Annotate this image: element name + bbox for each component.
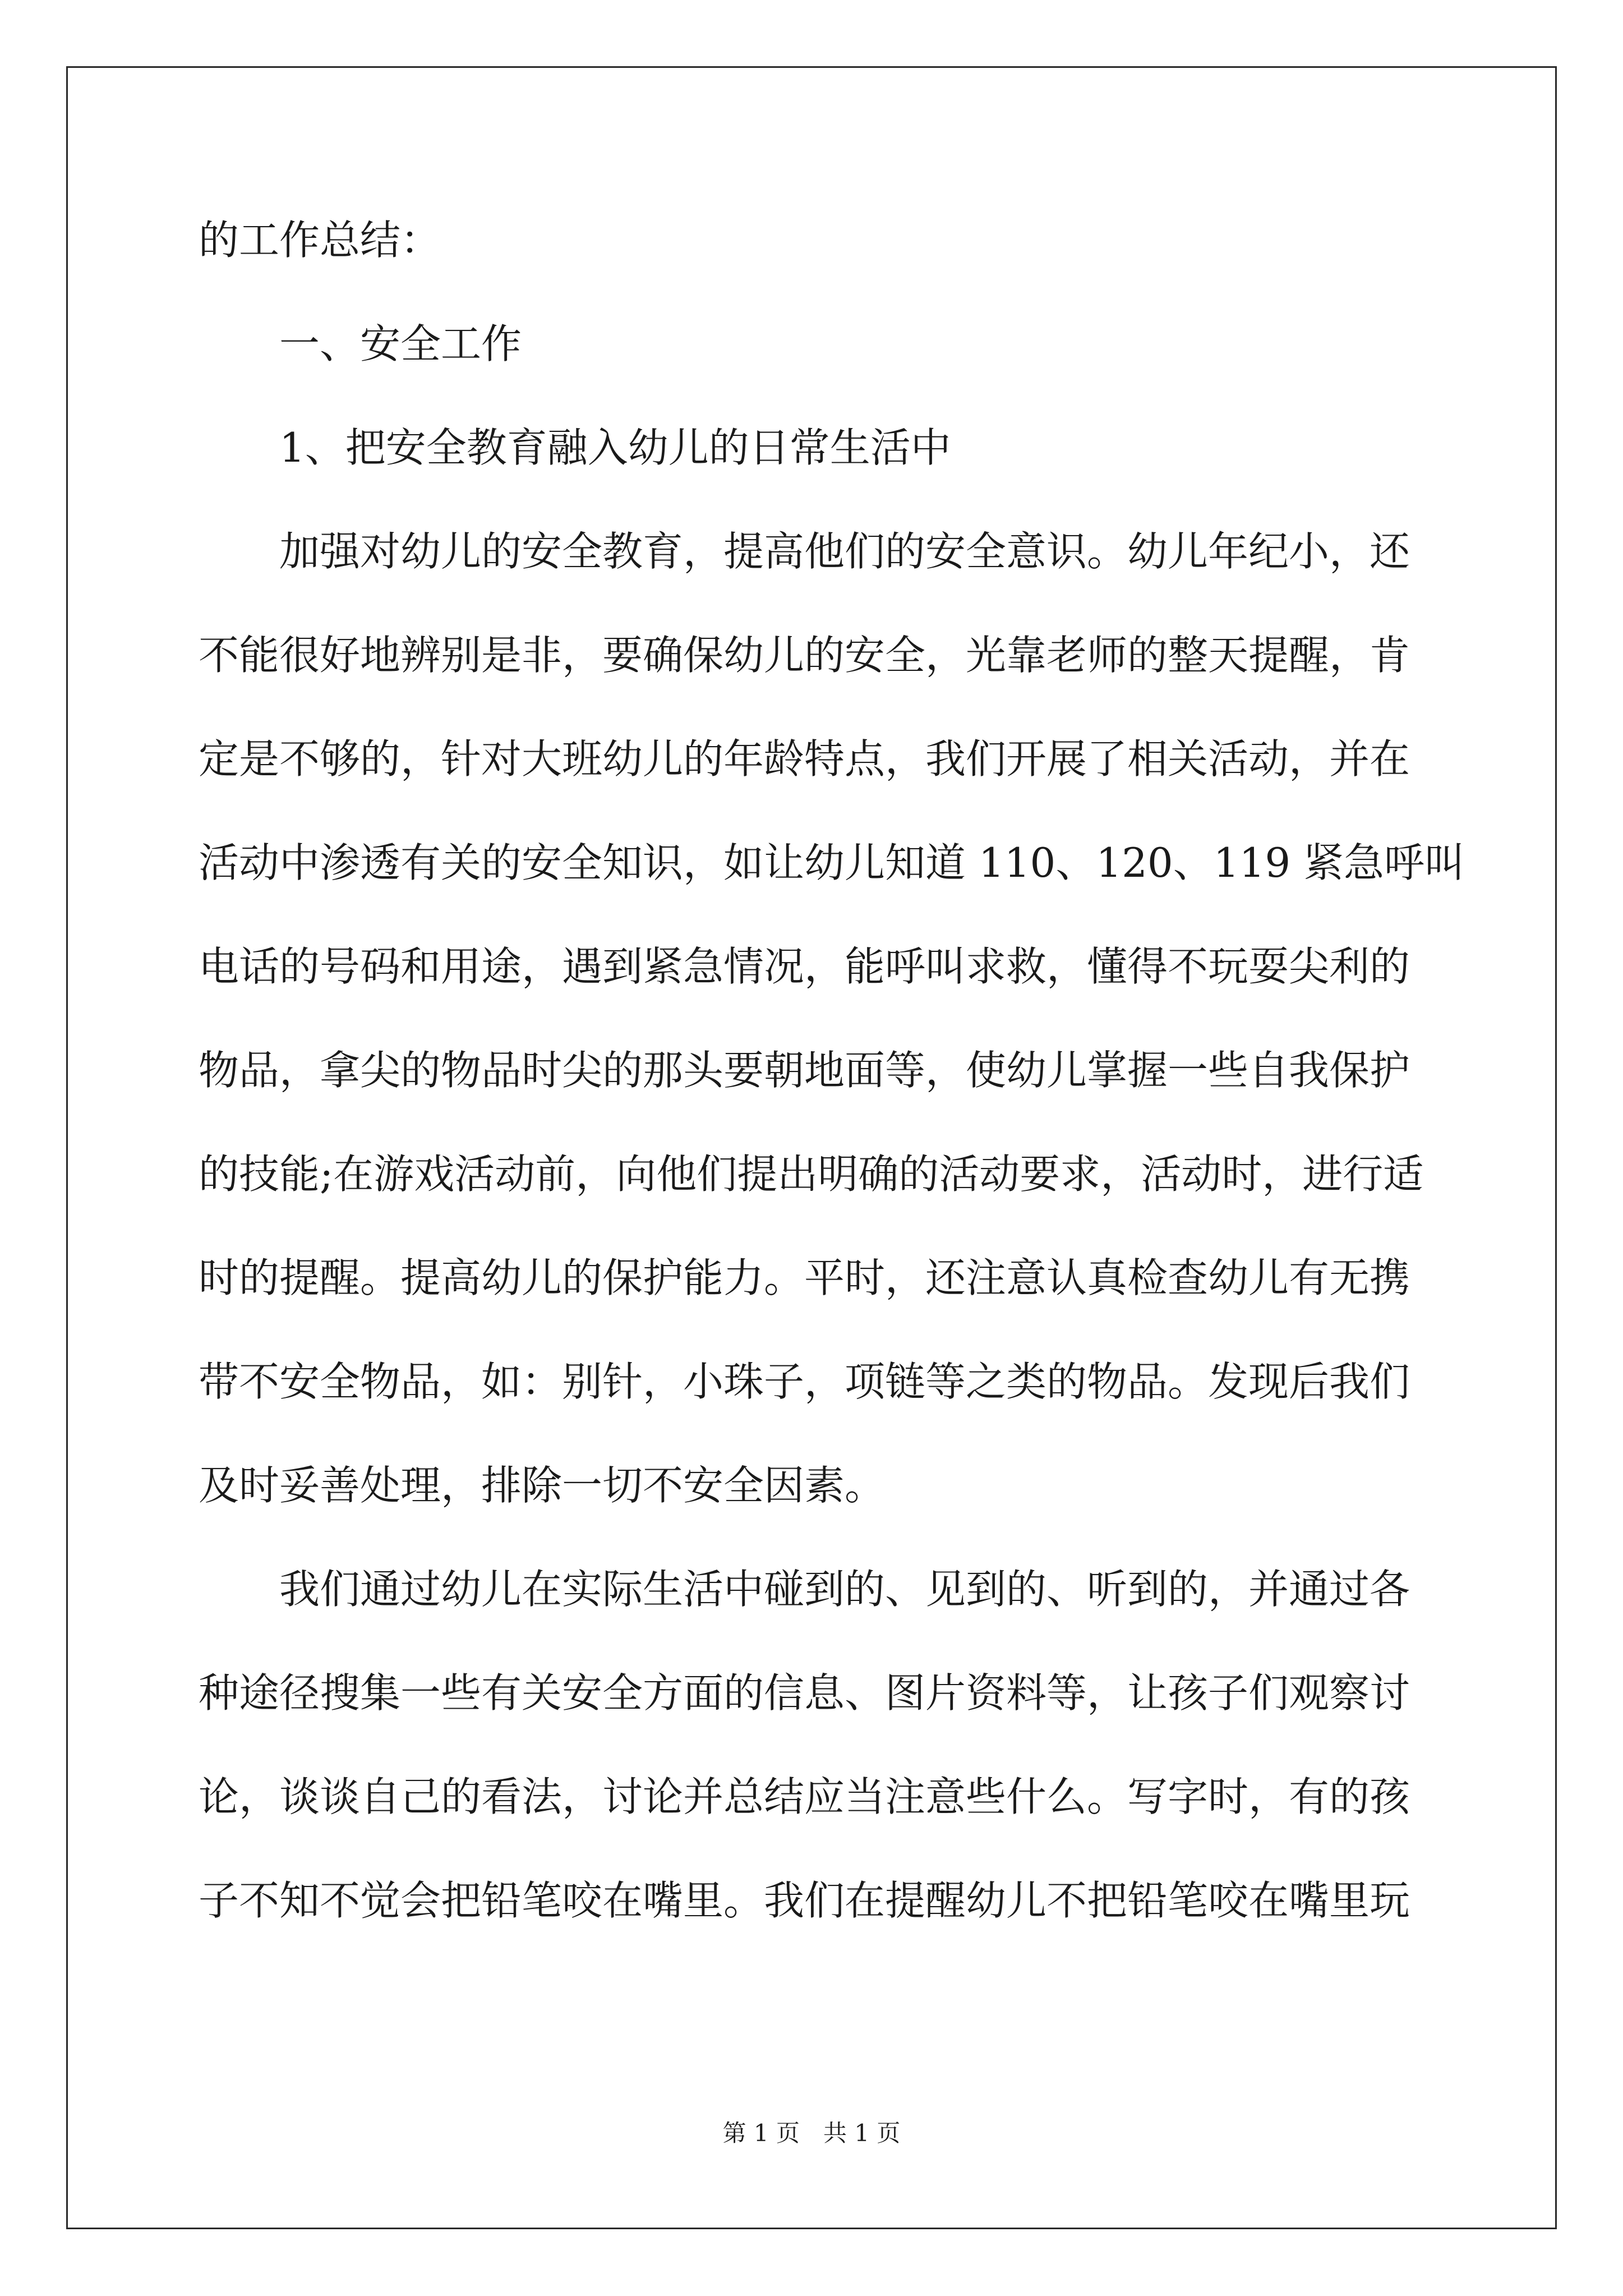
text-line: 我们通过幼儿在实际生活中碰到的、见到的、听到的，并通过各	[279, 1566, 1410, 1613]
text-line: 带不安全物品，如：别针，小珠子，项链等之类的物品。发现后我们	[199, 1358, 1410, 1405]
subsection-heading: 1、把安全教育融入幼儿的日常生活中	[279, 424, 951, 471]
text-line: 的工作总结：	[199, 217, 441, 264]
text-line: 电话的号码和用途，遇到紧急情况，能呼叫求救，懂得不玩耍尖利的	[199, 943, 1410, 990]
text-line: 时的提醒。提高幼儿的保护能力。平时，还注意认真检查幼儿有无携	[199, 1254, 1410, 1301]
text-line: 不能很好地辨别是非，要确保幼儿的安全，光靠老师的整天提醒，肯	[199, 632, 1410, 679]
page-footer: 第 1 页 共 1 页	[722, 2119, 901, 2147]
text-line: 活动中渗透有关的安全知识，如让幼儿知道 110、120、119 紧急呼叫	[199, 839, 1465, 886]
section-heading: 一、安全工作	[279, 320, 522, 367]
text-line: 论，谈谈自己的看法，讨论并总结应当注意些什么。写字时，有的孩	[199, 1773, 1410, 1820]
text-line: 的技能;在游戏活动前，向他们提出明确的活动要求，活动时，进行适	[199, 1151, 1424, 1198]
text-line: 定是不够的，针对大班幼儿的年龄特点，我们开展了相关活动，并在	[199, 735, 1410, 783]
text-line: 加强对幼儿的安全教育，提高他们的安全意识。幼儿年纪小，还	[279, 528, 1410, 575]
text-line: 子不知不觉会把铅笔咬在嘴里。我们在提醒幼儿不把铅笔咬在嘴里玩	[199, 1877, 1410, 1924]
text-line: 物品，拿尖的物品时尖的那头要朝地面等，使幼儿掌握一些自我保护	[199, 1047, 1410, 1094]
text-line: 种途径搜集一些有关安全方面的信息、图片资料等，让孩子们观察讨	[199, 1669, 1410, 1717]
text-line: 及时妥善处理，排除一切不安全因素。	[199, 1462, 886, 1509]
